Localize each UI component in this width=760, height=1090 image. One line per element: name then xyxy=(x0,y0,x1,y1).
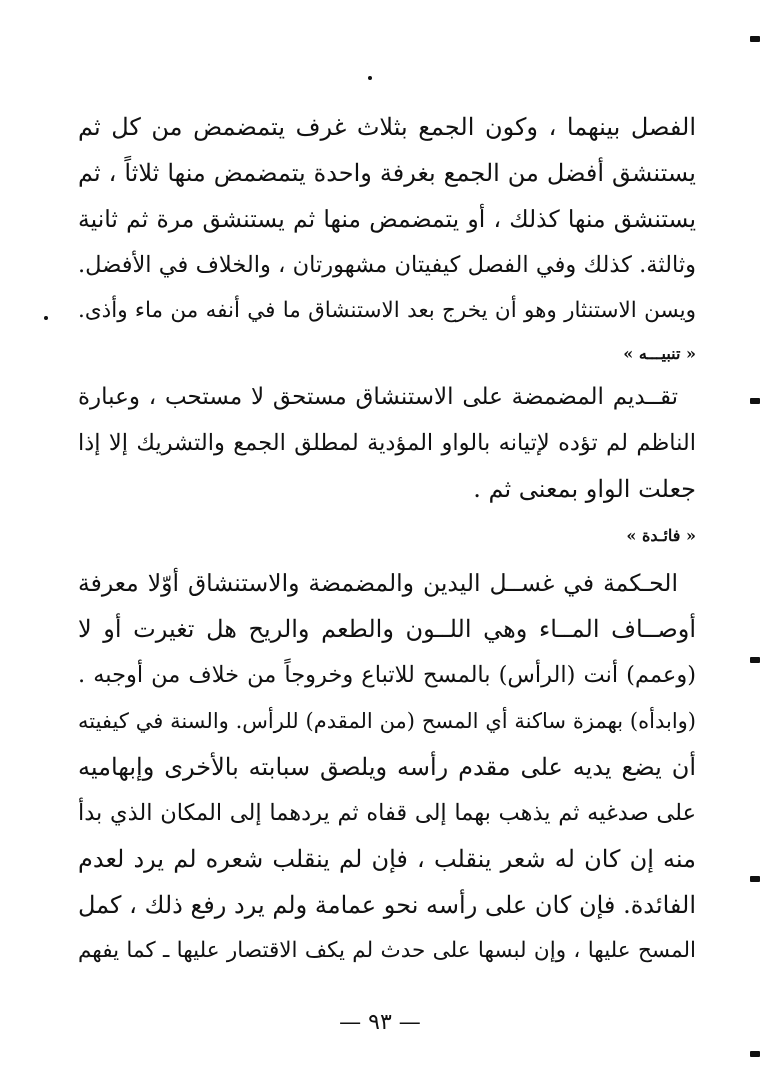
text-line: أوصــاف المــاء وهي اللــون والطعم والريح هل تغيرت أو لا xyxy=(78,615,696,643)
text-line: أن يضع يديه على مقدم رأسه ويلصق سبابته بالأخرى وإبهاميه xyxy=(78,753,696,781)
section-heading-tanbeeh-wrap xyxy=(78,342,696,366)
page-number: — ٩٣ — xyxy=(339,1010,421,1035)
text-line: الناظم لم تؤده لإتيانه بالواو المؤدية لمطلق الجمع والتشريك إلا إذا xyxy=(78,430,696,456)
top-dot xyxy=(368,76,372,80)
text-line: (وابدأه) بهمزة ساكنة أي المسح (من المقدم) للرأس. والسنة في كيفيته xyxy=(78,709,696,733)
text-line: (وعمم) أنت (الرأس) بالمسح للاتباع وخروجاً من خلاف من أوجبه . xyxy=(78,662,696,688)
section-heading-faida-wrap xyxy=(78,524,696,548)
text-line: وثالثة. كذلك وفي الفصل كيفيتان مشهورتان ، والخلاف في الأفضل. xyxy=(78,252,696,278)
text-line: يستنشق أفضل من الجمع بغرفة واحدة يتمضمض منها ثلاثاً ، ثم xyxy=(78,159,696,187)
section-heading-tanbeeh: « تنبيـــه » xyxy=(623,344,696,363)
text-line: على صدغيه ثم يذهب بهما إلى قفاه ثم يردهما إلى المكان الذي بدأ xyxy=(78,800,696,826)
text-line: المسح عليها ، وإن لبسها على حدث لم يكف الاقتصار عليها ـ كما يفهم xyxy=(78,938,696,963)
text-line: الحـكمة في غســل اليدين والمضمضة والاستنشاق أوّلا معرفة xyxy=(78,569,678,597)
edge-mark xyxy=(750,657,760,663)
text-line: منه إن كان له شعر ينقلب ، فإن لم ينقلب شعره لم يرد لعدم xyxy=(78,845,696,873)
section-heading-faida: « فائـدة » xyxy=(626,526,696,545)
text-line: جعلت الواو بمعنى ثم . xyxy=(473,475,696,503)
edge-mark xyxy=(750,36,760,42)
left-margin-dot xyxy=(44,316,48,320)
edge-mark xyxy=(750,876,760,882)
edge-mark xyxy=(750,1051,760,1057)
text-line: تقــديم المضمضة على الاستنشاق مستحق لا مستحب ، وعبارة xyxy=(78,384,678,410)
text-line: يستنشق منها كذلك ، أو يتمضمض منها ثم يستنشق مرة ثم ثانية xyxy=(78,205,696,233)
text-line: الفائدة. فإن كان على رأسه نحو عمامة ولم يرد رفع ذلك ، كمل xyxy=(78,891,696,919)
text-line: الفصل بينهما ، وكون الجمع بثلاث غرف يتمضمض من كل ثم xyxy=(78,113,696,141)
text-line: ويسن الاستنثار وهو أن يخرج بعد الاستنشاق ما في أنفه من ماء وأذى. xyxy=(78,298,696,323)
edge-mark xyxy=(750,398,760,404)
